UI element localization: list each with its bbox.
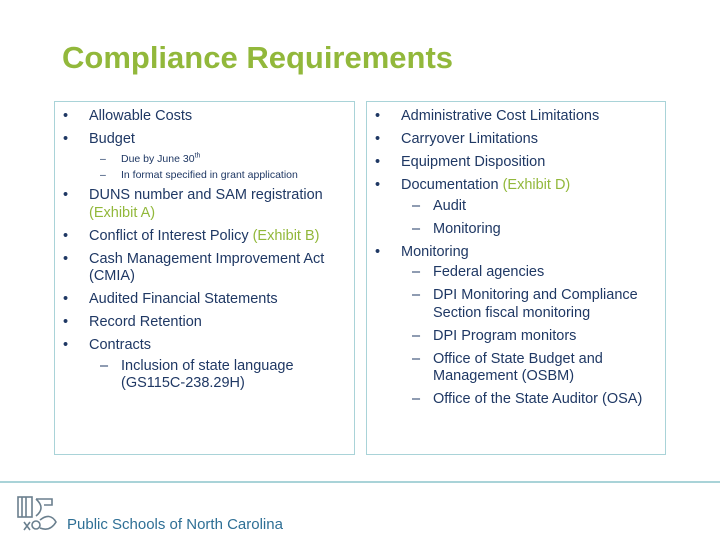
bullet-item: • DUNS number and SAM registration (Exhibit A) <box>63 187 323 221</box>
sub-item: – DPI Monitoring and Compliance Section fiscal monitoring <box>412 287 638 321</box>
bullet-item: • Conflict of Interest Policy (Exhibit B) <box>63 227 320 244</box>
left-content-box <box>54 101 355 455</box>
bullet-item: • Budget – Due by June 30th – In format specified in grant application <box>63 131 346 182</box>
right-bullet-list <box>375 108 657 409</box>
bullet-item: • Documentation (Exhibit D) – Audit – Monitoring <box>375 177 657 238</box>
sub-item: – Monitoring <box>412 220 501 237</box>
sub-item: – In format specified in grant application <box>100 168 298 181</box>
footer-organization-name: Public Schools of North Carolina <box>67 516 283 533</box>
bullet-item: • Monitoring – Federal agencies – DPI Monitoring and Compliance Section fiscal monitoring – DPI Program monitors – Office of State Budget and Management (OSBM) – Office of the State Auditor (OSA) <box>375 244 657 409</box>
sub-list <box>89 152 346 182</box>
sub-item: – Office of State Budget and Management (OSBM) <box>412 350 603 384</box>
exhibit-reference: (Exhibit A) <box>89 204 156 221</box>
bullet-item: • Record Retention <box>63 314 202 330</box>
bullet-item: • Audited Financial Statements <box>63 291 278 307</box>
bullet-item: • Allowable Costs <box>63 108 193 124</box>
footer-divider <box>0 481 720 483</box>
bullet-item: • Carryover Limitations <box>375 131 538 147</box>
sub-list <box>89 358 346 393</box>
sub-item: – Office of the State Auditor (OSA) <box>412 391 643 407</box>
right-content-box <box>366 101 666 455</box>
exhibit-reference: (Exhibit D) <box>502 177 571 193</box>
sub-item: – Federal agencies <box>412 264 545 280</box>
bullet-item: • Equipment Disposition <box>375 154 546 170</box>
sub-list <box>401 198 657 239</box>
bullet-item: • Contracts – Inclusion of state language (GS115C-238.29H) <box>63 337 346 393</box>
left-bullet-list <box>63 108 346 393</box>
nc-public-schools-logo-icon <box>16 494 60 534</box>
sub-item: – DPI Program monitors <box>412 327 577 344</box>
sub-item: – Inclusion of state language (GS115C-238.29H) <box>100 357 294 391</box>
sub-item: – Audit <box>412 197 467 214</box>
bullet-item: • Cash Management Improvement Act (CMIA) <box>63 250 325 284</box>
page-title: Compliance Requirements <box>62 40 454 75</box>
bullet-item: • Administrative Cost Limitations <box>375 108 600 124</box>
sub-item: – Due by June 30th <box>100 152 201 165</box>
exhibit-reference: (Exhibit B) <box>252 227 320 244</box>
sub-list <box>401 264 657 409</box>
